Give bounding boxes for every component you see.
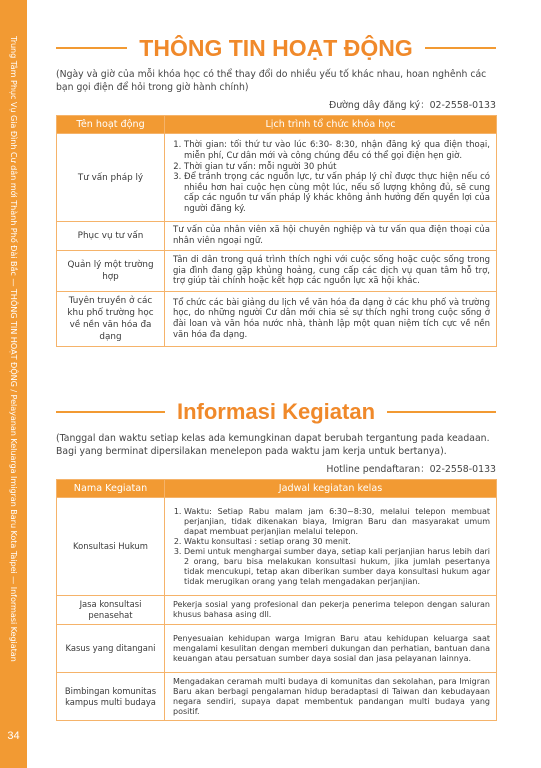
table-row <box>57 673 497 721</box>
activity-schedule <box>165 134 497 222</box>
activity-name: Tư vấn pháp lý <box>57 134 165 222</box>
col-header-name: Nama Kegiatan <box>57 480 165 498</box>
registration-hotline: Hotline pendaftaran：02-2558-0133 <box>326 464 496 475</box>
running-header: Trung Tâm Phục Vụ Gia Đình Cư dân mới Thành Phố Đài Bắc — THÔNG TIN HOẠT ĐỘNG / Pelayanan Keluarga Imigran Baru Kota Taipei — Informasi Kegiatan <box>9 36 19 662</box>
activity-schedule: Pekerja sosial yang profesional dan pekerja penerima telepon dengan saluran khusus bahasa asing dll. <box>165 596 497 625</box>
activity-name: Quản lý một trường hợp <box>57 251 165 292</box>
activity-table <box>56 479 497 721</box>
activity-name: Kasus yang ditangani <box>57 625 165 673</box>
table-row <box>57 222 497 251</box>
schedule-item: 3. Demi untuk menghargai sumber daya, setiap kali perjanjian harus lebih dari 2 orang, baru bisa melakukan konsultasi hukum, jika jumlah pesertanya tidak mencukupi, tetap akan diberikan sumber daya konsultasi hukum agar tidak merugikan orang yang telah mengadakan perjanjian. <box>184 547 490 587</box>
title-rule-left <box>56 411 165 413</box>
side-strip <box>0 0 27 768</box>
schedule-item: 1. Waktu: Setiap Rabu malam jam 6:30~8:30, melalui telepon membuat perjanjian, tidak dikenakan biaya, Imigran Baru dan masyarakat umum dapat membuat perjanjian melalui telepon. <box>184 507 490 537</box>
table-row <box>57 596 497 625</box>
page-number: 34 <box>7 730 20 742</box>
schedule-item: 2. Waktu konsultasi : setiap orang 30 menit. <box>184 537 490 547</box>
table-row <box>57 134 497 222</box>
activity-schedule: Tư vấn của nhân viên xã hội chuyên nghiệp và tư vấn qua điện thoại của nhân viên ngoại ngữ. <box>165 222 497 251</box>
col-header-name: Tên hoạt động <box>57 116 165 134</box>
section-indonesian <box>56 397 496 721</box>
section-vietnamese <box>56 33 496 347</box>
schedule-item: 3. Để tránh trọng các nguồn lực, tư vấn pháp lý chỉ được thực hiện nếu có nhiều hơn hai cuộc hẹn cùng một lúc, nếu số lượng không đủ, sẽ cung cấp các nguồn tư vấn pháp lý khác không ảnh hưởng đến quyền lợi của người đăng ký. <box>184 172 490 214</box>
schedule-item: 1. Thời gian: tối thứ tư vào lúc 6:30- 8:30, nhận đăng ký qua điện thoại, miễn phí, Cư dân mới và công chúng đều có thể gọi điện hẹn giờ. <box>184 140 490 161</box>
activity-table <box>56 115 497 347</box>
table-header-row <box>57 480 497 498</box>
section-title: THÔNG TIN HOẠT ĐỘNG <box>139 34 413 61</box>
title-rule-right <box>425 47 496 49</box>
activity-name: Konsultasi Hukum <box>57 498 165 596</box>
section-title-row <box>56 33 496 63</box>
title-rule-left <box>56 47 127 49</box>
col-header-schedule: Jadwal kegiatan kelas <box>165 480 497 498</box>
registration-hotline: Đường dây đăng ký：02-2558-0133 <box>328 100 496 111</box>
col-header-schedule: Lịch trình tổ chức khóa học <box>165 116 497 134</box>
activity-name: Jasa konsultasi penasehat <box>57 596 165 625</box>
section-title-row <box>56 397 496 427</box>
section-title: Informasi Kegiatan <box>176 399 376 424</box>
table-row <box>57 251 497 292</box>
activity-name: Bimbingan komunitas kampus multi budaya <box>57 673 165 721</box>
title-rule-right <box>387 411 496 413</box>
activity-schedule: Tổ chức các bài giảng du lịch về văn hóa đa dạng ở các khu phố và trường học, do những người Cư dân mới chia sẻ sự thích nghi trong cuộc sống ở đài loan và văn hóa nước nhà, thành lập một quan niệm tích cực về nền văn hóa đa dạng. <box>165 292 497 347</box>
activity-schedule: Mengadakan ceramah multi budaya di komunitas dan sekolahan, para Imigran Baru akan berbagi pengalaman hidup beradaptasi di Taiwan dan kebudayaan negara sendiri, supaya dapat membentuk pandangan multi budaya yang positif. <box>165 673 497 721</box>
table-header-row <box>57 116 497 134</box>
activity-schedule <box>165 498 497 596</box>
activity-name: Tuyên truyền ở các khu phố trường học về nền văn hóa đa dạng <box>57 292 165 347</box>
table-row <box>57 625 497 673</box>
schedule-note: (Tanggal dan waktu setiap kelas ada kemungkinan dapat berubah tergantung pada keadaan. Bagi yang berminat dipersilakan menelepon pada waktu jam kerja untuk bertanya). <box>56 433 490 457</box>
schedule-item: 2. Thời gian tư vấn: mỗi người 30 phút <box>184 162 490 173</box>
activity-schedule: Tân di dân trong quá trình thích nghi với cuộc sống hoặc cuộc sống trong gia đình đang gặp khủng hoảng, cung cấp các dịch vụ quan tâm hỗ trợ, trợ giúp tài chính hoặc kết hợp các nguồn lực xã hội khác. <box>165 251 497 292</box>
table-row <box>57 292 497 347</box>
schedule-note: (Ngày và giờ của mỗi khóa học có thể thay đổi do nhiều yếu tố khác nhau, hoan nghênh các bạn gọi điện để hỏi trong giờ hành chính) <box>56 69 487 93</box>
activity-name: Phục vụ tư vấn <box>57 222 165 251</box>
table-row <box>57 498 497 596</box>
activity-schedule: Penyesuaian kehidupan warga Imigran Baru atau kehidupan keluarga saat mengalami kesulitan dengan memberi dukungan dan perhatian, bantuan dana keuangan atau persatuan sumber daya sosial dan jasa pelayanan lainnya. <box>165 625 497 673</box>
